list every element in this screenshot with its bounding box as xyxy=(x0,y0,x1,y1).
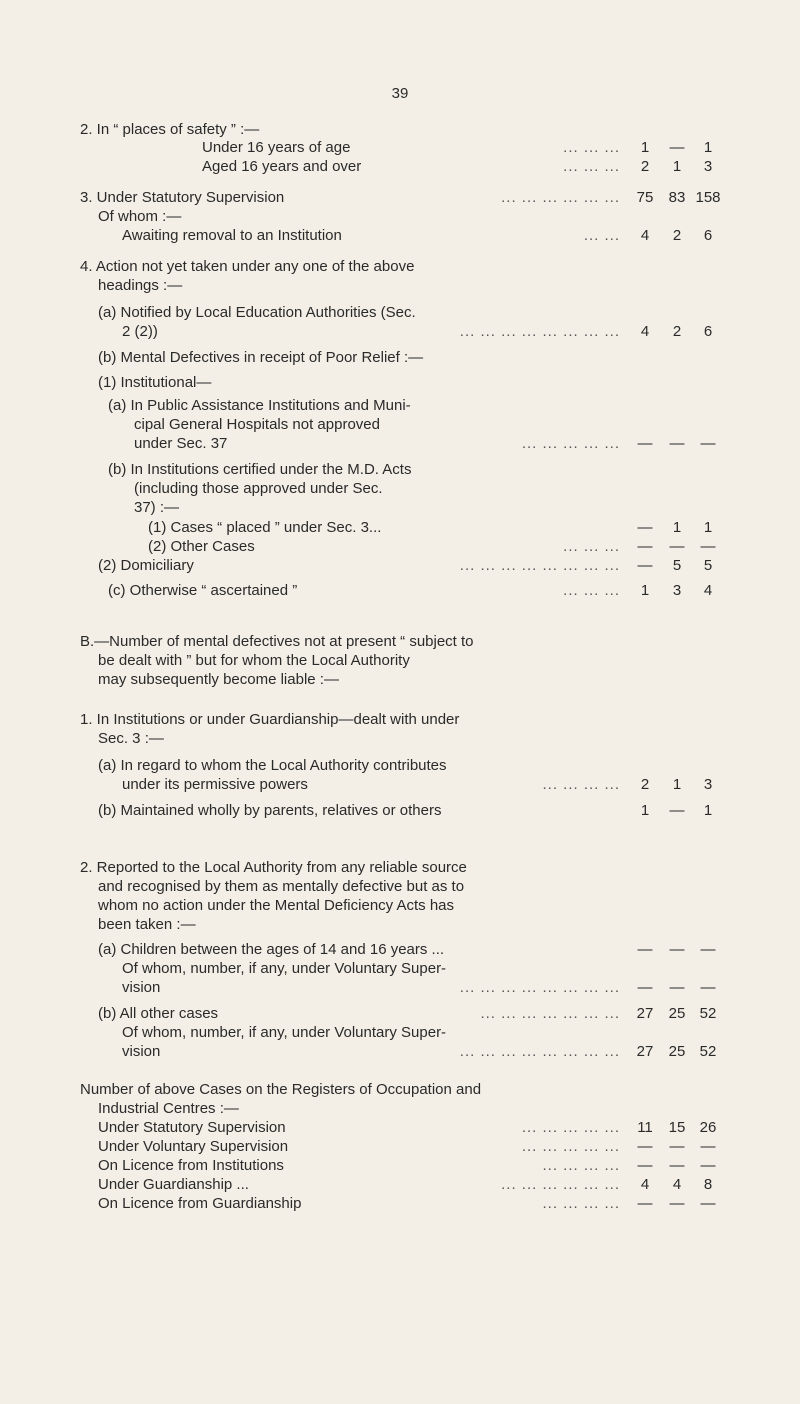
line-s4b1b-2 xyxy=(80,537,740,557)
line-label: may subsequently become liable :— xyxy=(98,671,339,688)
leader-dots: ... ... ... ... ... ... ... ... xyxy=(459,323,620,340)
value-col-2: 1 xyxy=(672,158,682,175)
line-B2-c2 xyxy=(80,896,740,916)
value-col-1: 27 xyxy=(636,1043,654,1060)
leader-dots: ... ... ... ... ... ... ... ... xyxy=(459,557,620,574)
line-label: Sec. 3 :— xyxy=(98,730,164,747)
leader-dots: ... ... ... xyxy=(563,139,620,156)
line-label: Under Guardianship ... xyxy=(98,1176,249,1193)
value-col-1: — xyxy=(637,519,653,536)
line-B-c2 xyxy=(80,670,740,690)
line-s4b1 xyxy=(80,373,740,393)
line-B1-c1 xyxy=(80,729,740,749)
line-label: (b) Mental Defectives in receipt of Poor Relief :— xyxy=(98,349,424,366)
line-s3-awaiting xyxy=(80,226,740,246)
line-label: and recognised by them as mentally defective but as to xyxy=(98,878,465,895)
line-label: (b) All other cases xyxy=(98,1005,219,1022)
value-col-3: — xyxy=(700,435,716,452)
value-col-2: — xyxy=(669,435,685,452)
leader-dots: ... ... ... ... ... ... ... ... xyxy=(459,1043,620,1060)
value-col-1: 4 xyxy=(640,1176,650,1193)
line-label: 4. Action not yet taken under any one of the above xyxy=(80,258,415,275)
line-occ-stat xyxy=(80,1118,740,1138)
line-B-c1 xyxy=(80,651,740,671)
value-col-3: — xyxy=(700,941,716,958)
line-s4b1a xyxy=(80,396,740,416)
value-col-3: 1 xyxy=(703,519,713,536)
line-B2-c3 xyxy=(80,915,740,935)
line-label: Of whom :— xyxy=(98,208,182,225)
line-s2-aged16 xyxy=(80,157,740,177)
value-col-3: — xyxy=(700,1195,716,1212)
line-B1 xyxy=(80,710,740,730)
line-label: (a) Notified by Local Education Authorities (Sec. xyxy=(98,304,416,321)
leader-dots: ... ... ... ... xyxy=(542,1157,620,1174)
value-col-3: 1 xyxy=(703,802,713,819)
value-col-3: — xyxy=(700,1157,716,1174)
line-s4-cont xyxy=(80,276,740,296)
leader-dots: ... ... ... ... ... ... xyxy=(501,1176,620,1193)
value-col-2: — xyxy=(669,538,685,555)
line-s4b1a-c2 xyxy=(80,434,740,454)
value-col-2: 5 xyxy=(672,557,682,574)
line-label: whom no action under the Mental Deficiency Acts has xyxy=(98,897,455,914)
leader-dots: ... ... ... ... ... ... ... xyxy=(480,1005,620,1022)
line-label: 3. Under Statutory Supervision xyxy=(80,189,285,206)
line-label: been taken :— xyxy=(98,916,196,933)
line-B2-c1 xyxy=(80,877,740,897)
value-col-2: 2 xyxy=(672,227,682,244)
value-col-1: 2 xyxy=(640,158,650,175)
value-col-2: — xyxy=(669,802,685,819)
line-s4b1b-1 xyxy=(80,518,740,538)
line-label: Of whom, number, if any, under Voluntary Super- xyxy=(122,1024,447,1041)
value-col-2: 15 xyxy=(668,1119,686,1136)
line-label: On Licence from Institutions xyxy=(98,1157,284,1174)
line-occ-licguard xyxy=(80,1194,740,1214)
line-occ-guard xyxy=(80,1175,740,1195)
leader-dots: ... ... ... xyxy=(563,582,620,599)
line-label: be dealt with ” but for whom the Local Authority xyxy=(98,652,410,669)
line-label: 2. In “ places of safety ” :— xyxy=(80,121,260,138)
line-s3 xyxy=(80,188,740,208)
value-col-2: 4 xyxy=(672,1176,682,1193)
line-label: under its permissive powers xyxy=(122,776,308,793)
value-col-1: — xyxy=(637,941,653,958)
value-col-3: 3 xyxy=(703,158,713,175)
line-B2a-vision xyxy=(80,978,740,998)
value-col-2: 83 xyxy=(668,189,686,206)
leader-dots: ... ... ... xyxy=(563,538,620,555)
value-col-3: — xyxy=(700,979,716,996)
line-label: 2 (2)) xyxy=(122,323,158,340)
value-col-1: 1 xyxy=(640,582,650,599)
line-label: Under Voluntary Supervision xyxy=(98,1138,289,1155)
value-col-3: 52 xyxy=(699,1005,717,1022)
line-label: Under Statutory Supervision xyxy=(98,1119,286,1136)
line-label: B.—Number of mental defectives not at present “ subject to xyxy=(80,633,474,650)
line-occ-vol xyxy=(80,1137,740,1157)
value-col-2: — xyxy=(669,139,685,156)
value-col-2: 25 xyxy=(668,1043,686,1060)
line-label: vision xyxy=(122,1043,161,1060)
line-s4 xyxy=(80,257,740,277)
line-label: (b) In Institutions certified under the M.D. Acts xyxy=(108,461,412,478)
line-label: headings :— xyxy=(98,277,183,294)
value-col-3: 8 xyxy=(703,1176,713,1193)
value-col-1: — xyxy=(637,1157,653,1174)
line-label: On Licence from Guardianship xyxy=(98,1195,302,1212)
line-s4b1b xyxy=(80,460,740,480)
line-s4a-cont xyxy=(80,322,740,342)
line-label: (including those approved under Sec. xyxy=(134,480,383,497)
value-col-1: — xyxy=(637,1195,653,1212)
line-B2b xyxy=(80,1004,740,1024)
line-B2 xyxy=(80,858,740,878)
line-label: Under 16 years of age xyxy=(202,139,351,156)
leader-dots: ... ... ... ... xyxy=(542,1195,620,1212)
value-col-3: 4 xyxy=(703,582,713,599)
leader-dots: ... ... ... ... ... xyxy=(521,1138,620,1155)
value-col-1: 1 xyxy=(640,802,650,819)
value-col-3: — xyxy=(700,1138,716,1155)
line-B1a-c1 xyxy=(80,775,740,795)
leader-dots: ... ... ... ... ... ... ... ... xyxy=(459,979,620,996)
line-label: (1) Institutional— xyxy=(98,374,212,391)
line-s4c xyxy=(80,581,740,601)
line-label: under Sec. 37 xyxy=(134,435,228,452)
leader-dots: ... ... ... ... ... xyxy=(521,1119,620,1136)
value-col-3: 26 xyxy=(699,1119,717,1136)
value-col-3: 158 xyxy=(695,189,721,206)
line-label: (2) Other Cases xyxy=(148,538,255,555)
line-label: (1) Cases “ placed ” under Sec. 3... xyxy=(148,519,382,536)
line-occ-c1 xyxy=(80,1099,740,1119)
line-s4a xyxy=(80,303,740,323)
value-col-1: 4 xyxy=(640,323,650,340)
line-B1a xyxy=(80,756,740,776)
value-col-2: — xyxy=(669,1195,685,1212)
leader-dots: ... ... ... ... ... ... xyxy=(501,189,620,206)
line-label: (b) Maintained wholly by parents, relatives or others xyxy=(98,802,442,819)
line-label: Of whom, number, if any, under Voluntary Super- xyxy=(122,960,447,977)
value-col-2: — xyxy=(669,941,685,958)
line-label: Number of above Cases on the Registers of Occupation and xyxy=(80,1081,482,1098)
value-col-1: — xyxy=(637,979,653,996)
value-col-2: 25 xyxy=(668,1005,686,1022)
line-label: Industrial Centres :— xyxy=(98,1100,239,1117)
line-B2b-vision xyxy=(80,1042,740,1062)
line-label: (2) Domiciliary xyxy=(98,557,194,574)
leader-dots: ... ... ... ... ... xyxy=(521,435,620,452)
leader-dots: ... ... ... ... xyxy=(542,776,620,793)
leader-dots: ... ... xyxy=(583,227,620,244)
line-s2 xyxy=(80,120,740,140)
page-number: 39 xyxy=(391,85,409,102)
line-label: Aged 16 years and over xyxy=(202,158,362,175)
value-col-1: 27 xyxy=(636,1005,654,1022)
line-B2b-ofwhom xyxy=(80,1023,740,1043)
value-col-1: 4 xyxy=(640,227,650,244)
value-col-2: — xyxy=(669,1138,685,1155)
value-col-3: — xyxy=(700,538,716,555)
value-col-2: 1 xyxy=(672,776,682,793)
line-B2a-ofwhom xyxy=(80,959,740,979)
line-label: (a) In regard to whom the Local Authority contributes xyxy=(98,757,447,774)
value-col-3: 6 xyxy=(703,227,713,244)
value-col-2: 1 xyxy=(672,519,682,536)
line-label: 37) :— xyxy=(134,499,180,516)
value-col-1: 2 xyxy=(640,776,650,793)
value-col-3: 5 xyxy=(703,557,713,574)
line-label: 1. In Institutions or under Guardianship—dealt with under xyxy=(80,711,460,728)
line-label: (a) In Public Assistance Institutions and Muni- xyxy=(108,397,411,414)
line-occ xyxy=(80,1080,740,1100)
line-B xyxy=(80,632,740,652)
line-B2a xyxy=(80,940,740,960)
line-label: Awaiting removal to an Institution xyxy=(122,227,342,244)
value-col-1: 1 xyxy=(640,139,650,156)
line-label: cipal General Hospitals not approved xyxy=(134,416,380,433)
line-s4b1b-c2 xyxy=(80,498,740,518)
leader-dots: ... ... ... xyxy=(563,158,620,175)
line-B1b xyxy=(80,801,740,821)
value-col-2: — xyxy=(669,1157,685,1174)
line-s3-ofwhom xyxy=(80,207,740,227)
line-s2-under16 xyxy=(80,138,740,158)
line-label: 2. Reported to the Local Authority from any reliable source xyxy=(80,859,467,876)
line-label: (a) Children between the ages of 14 and 16 years ... xyxy=(98,941,445,958)
value-col-1: 75 xyxy=(636,189,654,206)
value-col-3: 1 xyxy=(703,139,713,156)
value-col-2: — xyxy=(669,979,685,996)
value-col-1: — xyxy=(637,538,653,555)
value-col-3: 52 xyxy=(699,1043,717,1060)
line-label: vision xyxy=(122,979,161,996)
line-occ-licinst xyxy=(80,1156,740,1176)
value-col-2: 3 xyxy=(672,582,682,599)
line-s4b1b-c1 xyxy=(80,479,740,499)
value-col-1: 11 xyxy=(637,1119,653,1136)
value-col-3: 3 xyxy=(703,776,713,793)
line-label: (c) Otherwise “ ascertained ” xyxy=(108,582,298,599)
line-s4b2 xyxy=(80,556,740,576)
value-col-3: 6 xyxy=(703,323,713,340)
line-s4b xyxy=(80,348,740,368)
value-col-1: — xyxy=(637,1138,653,1155)
value-col-1: — xyxy=(637,435,653,452)
line-s4b1a-c1 xyxy=(80,415,740,435)
value-col-2: 2 xyxy=(672,323,682,340)
value-col-1: — xyxy=(637,557,653,574)
